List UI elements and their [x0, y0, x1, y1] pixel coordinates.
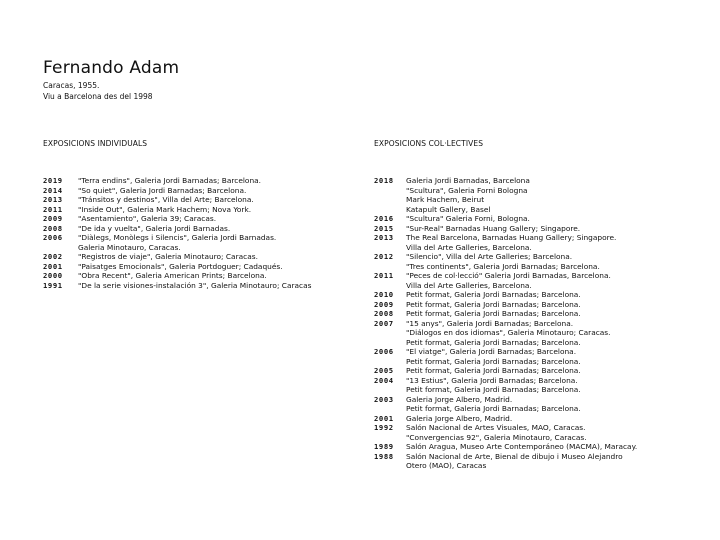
exhibition-year	[374, 404, 406, 414]
exhibition-year: 2003	[374, 394, 394, 404]
exhibition-year: 2005	[374, 366, 394, 375]
exhibition-row	[43, 176, 363, 186]
exhibition-row	[374, 423, 714, 433]
exhibition-row	[374, 195, 714, 205]
exhibition-text: "Obra Recent", Galeria American Prints; Barcelona.	[78, 271, 267, 280]
exhibition-year: 2013	[43, 195, 63, 204]
exhibition-text: "Diálogos en dos idiomas", Galeria Minotauro; Caracas.	[406, 328, 611, 337]
exhibition-text: Petit format, Galeria Jordi Barnadas; Barcelona.	[406, 299, 581, 309]
exhibition-text: Salón Nacional de Artes Visuales, MAO, Caracas.	[406, 423, 586, 432]
exhibition-text: The Real Barcelona, Barnadas Huang Gallery; Singapore.	[406, 233, 617, 242]
collective-exhibitions-list	[374, 176, 714, 471]
exhibition-row	[43, 243, 363, 253]
exhibition-row	[374, 290, 714, 300]
exhibition-text: Salón Aragua, Museo Arte Contemporáneo (MACMA), Maracay.	[406, 442, 638, 451]
exhibition-row	[374, 186, 714, 196]
artist-name: Fernando Adam	[43, 58, 180, 78]
exhibition-text: "Sur-Real" Barnadas Huang Gallery; Singapore.	[406, 223, 581, 233]
exhibition-row	[374, 366, 714, 376]
exhibition-text: "Terra endins", Galeria Jordi Barnadas; Barcelona.	[78, 176, 262, 185]
exhibition-text: "Silencio", Villa del Arte Galleries; Barcelona.	[406, 252, 573, 261]
exhibition-text: Otero (MAO), Caracas	[406, 461, 487, 470]
exhibition-row	[374, 357, 714, 367]
exhibition-text: "13 Estius", Galeria Jordi Barnadas; Barcelona.	[406, 375, 578, 385]
exhibition-text: "Scultura", Galeria Forni Bologna	[406, 185, 528, 195]
exhibition-text: Salón Nacional de Arte, Bienal de dibujo i Museo Alejandro	[406, 451, 623, 461]
exhibition-year	[374, 262, 406, 272]
exhibition-row	[374, 309, 714, 319]
exhibition-row	[374, 271, 714, 281]
exhibition-row	[374, 376, 714, 386]
exhibition-text: "Tres continents", Galeria Jordi Barnadas; Barcelona.	[406, 261, 600, 271]
exhibition-year: 2010	[374, 290, 394, 299]
exhibition-year	[374, 186, 406, 196]
exhibition-row	[374, 338, 714, 348]
exhibition-row	[374, 395, 714, 405]
exhibition-year: 2011	[374, 271, 394, 280]
exhibition-text: Petit format, Galeria Jordi Barnadas; Barcelona.	[406, 337, 581, 347]
exhibition-year: 1988	[374, 451, 394, 461]
exhibition-row	[374, 328, 714, 338]
exhibition-year: 2009	[374, 299, 394, 309]
exhibition-year: 2015	[374, 223, 394, 233]
exhibition-text: "Scultura" Galeria Forni, Bologna.	[406, 214, 530, 223]
exhibition-year: 1989	[374, 442, 394, 451]
exhibition-text: "Registros de viaje", Galeria Minotauro; Caracas.	[78, 252, 258, 261]
exhibition-row	[374, 319, 714, 329]
exhibition-year: 2009	[43, 214, 63, 223]
exhibition-text: Villa del Arte Galleries, Barcelona.	[406, 242, 532, 252]
exhibition-text: "El viatge", Galeria Jordi Barnadas; Barcelona.	[406, 347, 577, 356]
exhibition-text: "Inside Out", Galeria Mark Hachem; Nova York.	[78, 204, 252, 214]
exhibition-year: 2012	[374, 252, 394, 261]
exhibition-row	[374, 205, 714, 215]
exhibition-text: Petit format, Galeria Jordi Barnadas; Barcelona.	[406, 309, 581, 318]
exhibition-row	[374, 281, 714, 291]
exhibition-year: 2019	[43, 176, 63, 185]
exhibition-text: Galeria Jordi Barnadas, Barcelona	[406, 176, 530, 185]
exhibition-row	[374, 214, 714, 224]
individual-exhibitions-list	[43, 176, 363, 290]
exhibition-year	[374, 205, 406, 215]
exhibition-row	[374, 461, 714, 471]
exhibition-row	[374, 300, 714, 310]
exhibition-year: 2016	[374, 214, 394, 223]
exhibition-year: 2008	[43, 223, 63, 233]
exhibition-year	[374, 385, 406, 395]
exhibition-text: Petit format, Galeria Jordi Barnadas; Barcelona.	[406, 385, 581, 394]
exhibition-text: Petit format, Galeria Jordi Barnadas; Barcelona.	[406, 290, 581, 299]
exhibition-year	[374, 281, 406, 291]
exhibition-row	[374, 252, 714, 262]
exhibition-year: 2014	[43, 185, 63, 195]
exhibition-text: Galeria Minotauro, Caracas.	[78, 242, 181, 252]
exhibition-text: "Peces de col·lecció" Galeria Jordi Barnadas, Barcelona.	[406, 271, 611, 280]
exhibition-year: 2007	[374, 318, 394, 328]
exhibition-row	[374, 176, 714, 186]
exhibition-row	[374, 452, 714, 462]
exhibition-text: "De la serie visiones-instalación 3", Galeria Minotauro; Caracas	[78, 280, 312, 290]
exhibition-text: "Tránsitos y destinos", Villa del Arte; Barcelona.	[78, 195, 254, 204]
exhibition-row	[43, 281, 363, 291]
exhibition-year: 2001	[374, 413, 394, 423]
exhibition-text: Petit format, Galeria Jordi Barnadas; Barcelona.	[406, 366, 581, 375]
bio-line-birth: Caracas, 1955.	[43, 81, 100, 90]
exhibition-row	[374, 347, 714, 357]
exhibition-year	[374, 195, 406, 205]
exhibition-text: Petit format, Galeria Jordi Barnadas; Barcelona.	[406, 356, 581, 366]
exhibition-year	[374, 433, 406, 443]
exhibition-text: "So quiet", Galeria Jordi Barnadas; Barcelona.	[78, 185, 247, 195]
exhibition-text: "Paisatges Emocionals", Galeria Portdoguer; Cadaqués.	[78, 261, 283, 271]
exhibition-row	[374, 385, 714, 395]
artist-bio	[43, 80, 153, 102]
exhibition-year	[43, 243, 78, 253]
exhibition-row	[374, 414, 714, 424]
exhibition-year: 2018	[374, 176, 394, 185]
exhibition-year	[374, 461, 406, 471]
exhibition-text: Mark Hachem, Beirut	[406, 195, 485, 204]
exhibition-year: 2011	[43, 204, 63, 214]
exhibition-year: 2013	[374, 233, 394, 242]
exhibition-row	[43, 252, 363, 262]
exhibition-year: 1991	[43, 280, 63, 290]
exhibition-year	[374, 328, 406, 338]
exhibition-text: "Diàlegs, Monòlegs i Silencis", Galeria Jordi Barnadas.	[78, 233, 277, 242]
exhibition-row	[43, 262, 363, 272]
exhibition-row	[374, 442, 714, 452]
exhibition-year	[374, 243, 406, 253]
exhibition-text: Galeria Jorge Albero, Madrid.	[406, 413, 513, 423]
exhibition-text: "De ida y vuelta", Galeria Jordi Barnadas.	[78, 223, 231, 233]
exhibition-text: "Asentamiento", Galeria 39; Caracas.	[78, 214, 217, 223]
exhibition-row	[374, 404, 714, 414]
exhibition-row	[374, 224, 714, 234]
bio-line-residence: Viu a Barcelona des del 1998	[43, 92, 153, 101]
exhibition-row	[374, 243, 714, 253]
individual-exhibitions-heading: EXPOSICIONS INDIVIDUALS	[43, 139, 148, 148]
exhibition-text: "15 anys", Galeria Jordi Barnadas; Barcelona.	[406, 318, 574, 328]
exhibition-row	[43, 186, 363, 196]
exhibition-year: 2004	[374, 375, 394, 385]
exhibition-text: Villa del Arte Galleries, Barcelona.	[406, 280, 532, 290]
exhibition-row	[374, 262, 714, 272]
exhibition-text: Petit format, Galeria Jordi Barnadas; Barcelona.	[406, 404, 581, 413]
exhibition-year: 2008	[374, 309, 394, 318]
exhibition-year: 1992	[374, 423, 394, 432]
exhibition-year	[374, 338, 406, 348]
exhibition-text: "Convergencias 92", Galeria Minotauro, Caracas.	[406, 432, 587, 442]
exhibition-year: 2000	[43, 271, 63, 280]
exhibition-row	[43, 205, 363, 215]
exhibition-year: 2002	[43, 252, 63, 261]
collective-exhibitions-heading: EXPOSICIONS COL·LECTIVES	[374, 139, 484, 148]
exhibition-row	[43, 271, 363, 281]
exhibition-year: 2001	[43, 261, 63, 271]
exhibition-text: Katapult Gallery, Basel	[406, 204, 491, 214]
exhibition-row	[43, 214, 363, 224]
exhibition-year	[374, 357, 406, 367]
exhibition-row	[43, 224, 363, 234]
exhibition-row	[374, 233, 714, 243]
exhibition-text: Galeria Jorge Albero, Madrid.	[406, 394, 513, 404]
exhibition-year: 2006	[43, 233, 63, 242]
exhibition-year: 2006	[374, 347, 394, 356]
exhibition-row	[43, 233, 363, 243]
exhibition-row	[43, 195, 363, 205]
exhibition-row	[374, 433, 714, 443]
